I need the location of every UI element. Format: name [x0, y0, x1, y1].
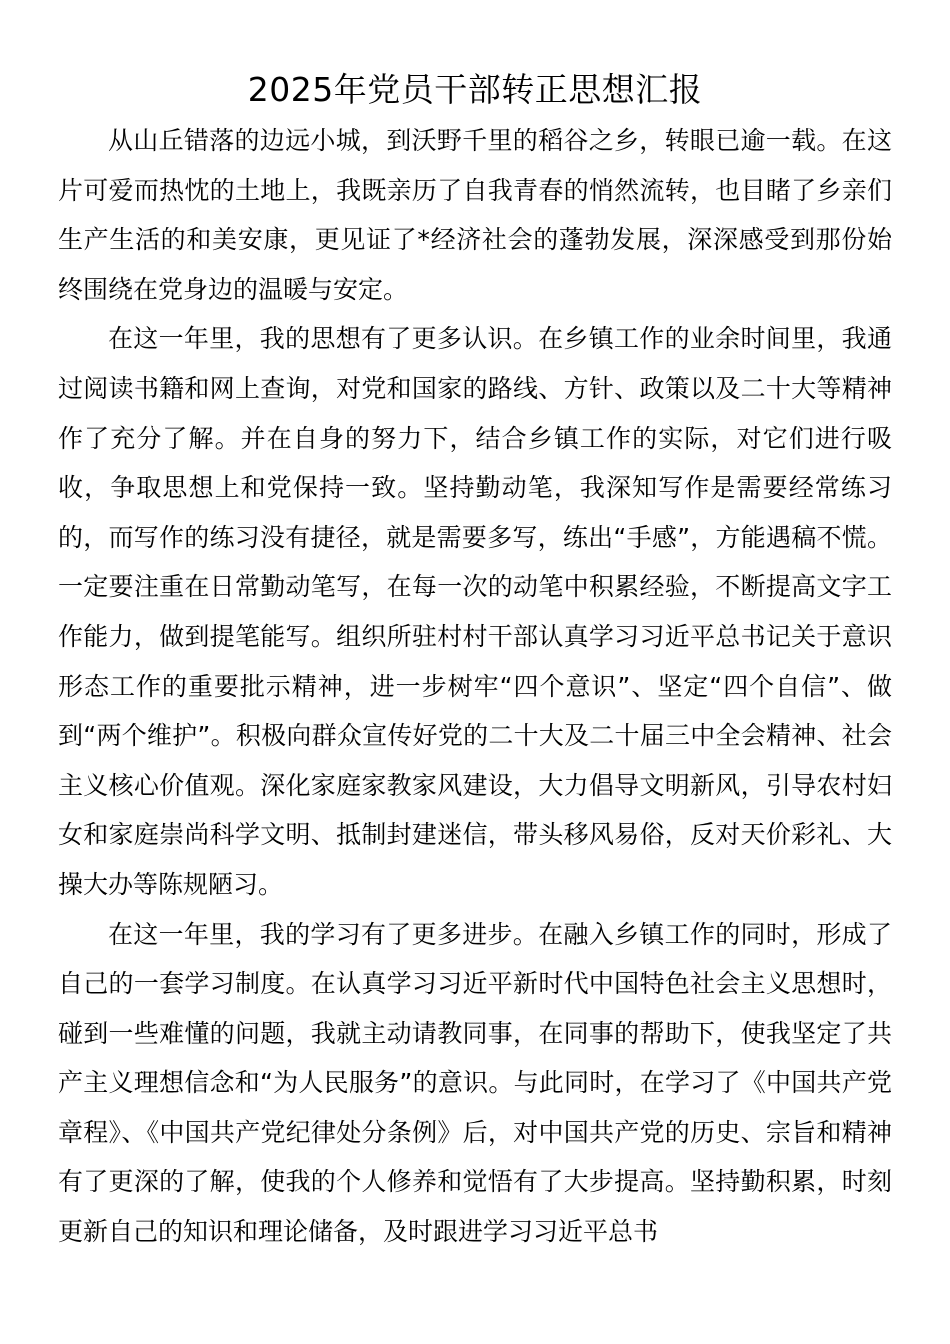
paragraph-3: 在这一年里，我的学习有了更多进步。在融入乡镇工作的同时，形成了自己的一套学习制度。在认真学习习近平新时代中国特色社会主义思想时，碰到一些难懂的问题，我就主动请教同事，在同事的帮助下，使我坚定了共产主义理想信念和“为人民服务”的意识。与此同时，在学习了《中国共产党章程》、《中国共产党纪律处分条例》后，对中国共产党的历史、宗旨和精神有了更深的了解，使我的个人修养和觉悟有了大步提高。坚持勤积累，时刻更新自己的知识和理论储备，及时跟进学习习近平总书 [58, 919, 892, 1247]
paragraph-1: 从山丘错落的边远小城，到沃野千里的稻谷之乡，转眼已逾一载。在这片可爱而热忱的土地上，我既亲历了自我青春的悄然流转，也目睹了乡亲们生产生活的和美安康，更见证了*经济社会的蓬勃发展，深深感受到那份始终围绕在党身边的温暖与安定。 [58, 126, 892, 304]
document-body [58, 116, 892, 1257]
paragraph-2: 在这一年里，我的思想有了更多认识。在乡镇工作的业余时间里，我通过阅读书籍和网上查询，对党和国家的路线、方针、政策以及二十大等精神作了充分了解。并在自身的努力下，结合乡镇工作的实际，对它们进行吸收，争取思想上和党保持一致。坚持勤动笔，我深知写作是需要经常练习的，而写作的练习没有捷径，就是需要多写，练出“手感”，方能遇稿不慌。一定要注重在日常勤动笔写，在每一次的动笔中积累经验，不断提高文字工作能力，做到提笔能写。组织所驻村村干部认真学习习近平总书记关于意识形态工作的重要批示精神，进一步树牢“四个意识”、坚定“四个自信”、做到“两个维护”。积极向群众宣传好党的二十大及二十届三中全会精神、社会主义核心价值观。深化家庭家教家风建设，大力倡导文明新风，引导农村妇女和家庭崇尚科学文明、抵制封建迷信，带头移风易俗，反对天价彩礼、大操大办等陈规陋习。 [58, 324, 892, 899]
document-title: 2025年党员干部转正思想汇报 [247, 70, 703, 109]
